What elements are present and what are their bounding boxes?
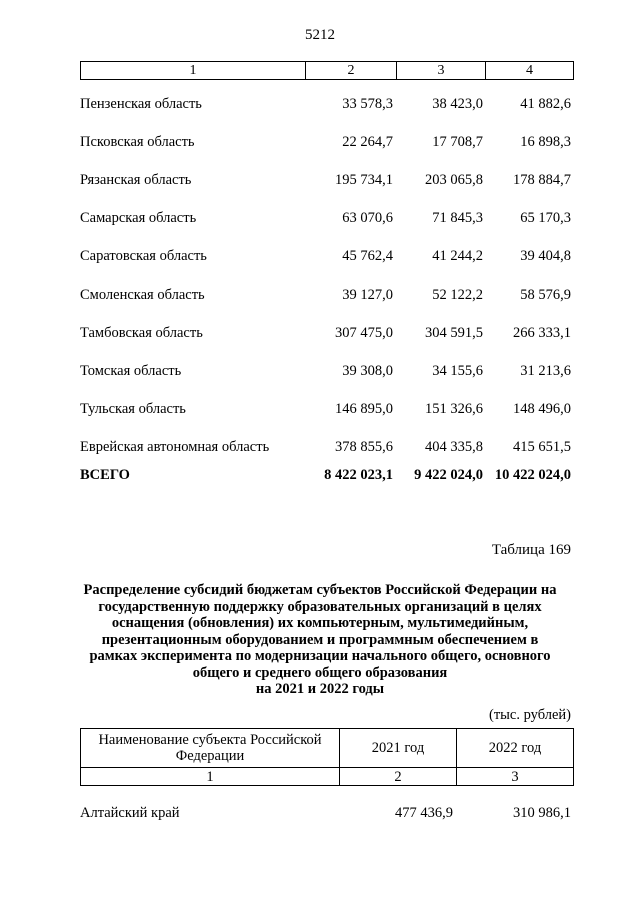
region-name: Тульская область — [80, 401, 186, 417]
value-col3: 17 708,7 — [432, 134, 483, 150]
table-row — [80, 361, 574, 381]
value-col3: 71 845,3 — [432, 210, 483, 226]
title-line: оснащения (обновления) их компьютерным, мультимедийным, — [111, 615, 529, 631]
value-col3: 38 423,0 — [432, 96, 483, 112]
value-col3: 304 591,5 — [425, 325, 483, 341]
table-row — [80, 132, 574, 152]
value-col3: 151 326,6 — [425, 401, 483, 417]
column-number-header — [80, 61, 574, 80]
header-name-line: Федерации — [175, 748, 245, 764]
value-col2: 378 855,6 — [335, 439, 393, 455]
units-note: (тыс. рублей) — [489, 707, 571, 723]
table-row — [80, 323, 574, 343]
title-line: общего и среднего общего образования — [192, 664, 448, 681]
column-number-1: 1 — [206, 769, 214, 785]
value-col2: 195 734,1 — [335, 172, 393, 188]
region-name: Томская область — [80, 363, 182, 379]
value-col2: 22 264,7 — [342, 134, 393, 150]
region-name: Пензенская область — [80, 96, 202, 112]
region-name: Смоленская область — [80, 287, 205, 303]
total-col4: 10 422 024,0 — [494, 467, 571, 483]
title-line: на 2021 и 2022 годы — [255, 681, 385, 697]
region-name: Самарская область — [80, 210, 197, 226]
value-col3: 34 155,6 — [432, 363, 483, 379]
value-col4: 16 898,3 — [520, 134, 571, 150]
value-col4: 148 496,0 — [513, 401, 571, 417]
header-name-line: Наименование субъекта Российской — [98, 732, 322, 748]
total-label: ВСЕГО — [80, 467, 130, 483]
region-name: Саратовская область — [80, 248, 207, 264]
value-col4: 415 651,5 — [513, 439, 571, 455]
value-col2: 39 308,0 — [342, 363, 393, 379]
column-number-4: 4 — [526, 63, 533, 78]
value-col4: 31 213,6 — [520, 363, 571, 379]
value-col2: 63 070,6 — [342, 210, 393, 226]
title-line: рамках эксперимента по модернизации начального общего, основного — [89, 648, 551, 664]
header-2021: 2021 год — [371, 740, 425, 756]
value-col2: 146 895,0 — [335, 401, 393, 417]
table-title — [60, 582, 580, 698]
column-number-3: 3 — [511, 769, 519, 785]
value-col3: 203 065,8 — [425, 172, 483, 188]
header-divider — [81, 767, 573, 768]
region-name: Еврейская автономная область — [80, 439, 270, 455]
total-col2: 8 422 023,1 — [324, 467, 393, 483]
value-2022: 310 986,1 — [513, 805, 571, 821]
header-name-cell — [81, 732, 339, 764]
value-col3: 404 335,8 — [425, 439, 483, 455]
table-row — [80, 437, 574, 457]
region-name: Алтайский край — [80, 805, 180, 821]
value-col4: 266 333,1 — [513, 325, 571, 341]
title-line: Распределение субсидий бюджетам субъектов Российской Федерации на — [83, 582, 557, 598]
total-col3: 9 422 024,0 — [414, 467, 483, 483]
value-col3: 41 244,2 — [432, 248, 483, 264]
page-number: 5212 — [305, 27, 335, 43]
table-row — [80, 285, 574, 305]
value-col2: 33 578,3 — [342, 96, 393, 112]
value-col2: 39 127,0 — [342, 287, 393, 303]
table-row — [80, 94, 574, 114]
table2-header — [80, 728, 574, 786]
value-col4: 65 170,3 — [520, 210, 571, 226]
value-col3: 52 122,2 — [432, 287, 483, 303]
value-col4: 178 884,7 — [513, 172, 571, 188]
column-number-2: 2 — [347, 63, 355, 78]
region-name: Рязанская область — [80, 172, 192, 188]
table-row — [80, 399, 574, 419]
value-col2: 45 762,4 — [342, 248, 393, 264]
table-label: Таблица 169 — [491, 542, 571, 558]
value-col4: 58 576,9 — [520, 287, 571, 303]
table-row — [80, 170, 574, 190]
column-number-3: 3 — [437, 63, 445, 78]
total-row — [80, 465, 574, 485]
column-number-1: 1 — [189, 63, 197, 78]
value-col4: 41 882,6 — [520, 96, 571, 112]
table-row — [80, 246, 574, 266]
title-line: государственную поддержку образовательных организаций в целях — [98, 598, 542, 615]
value-2021: 477 436,9 — [395, 805, 453, 821]
table-row — [80, 208, 574, 228]
value-col4: 39 404,8 — [520, 248, 571, 264]
title-line: презентационным оборудованием и программным обеспечением в — [101, 631, 539, 648]
header-2022: 2022 год — [488, 740, 542, 756]
value-col2: 307 475,0 — [335, 325, 393, 341]
region-name: Псковская область — [80, 134, 195, 150]
region-name: Тамбовская область — [80, 325, 203, 341]
table-row — [80, 803, 574, 823]
column-number-2: 2 — [394, 769, 402, 785]
